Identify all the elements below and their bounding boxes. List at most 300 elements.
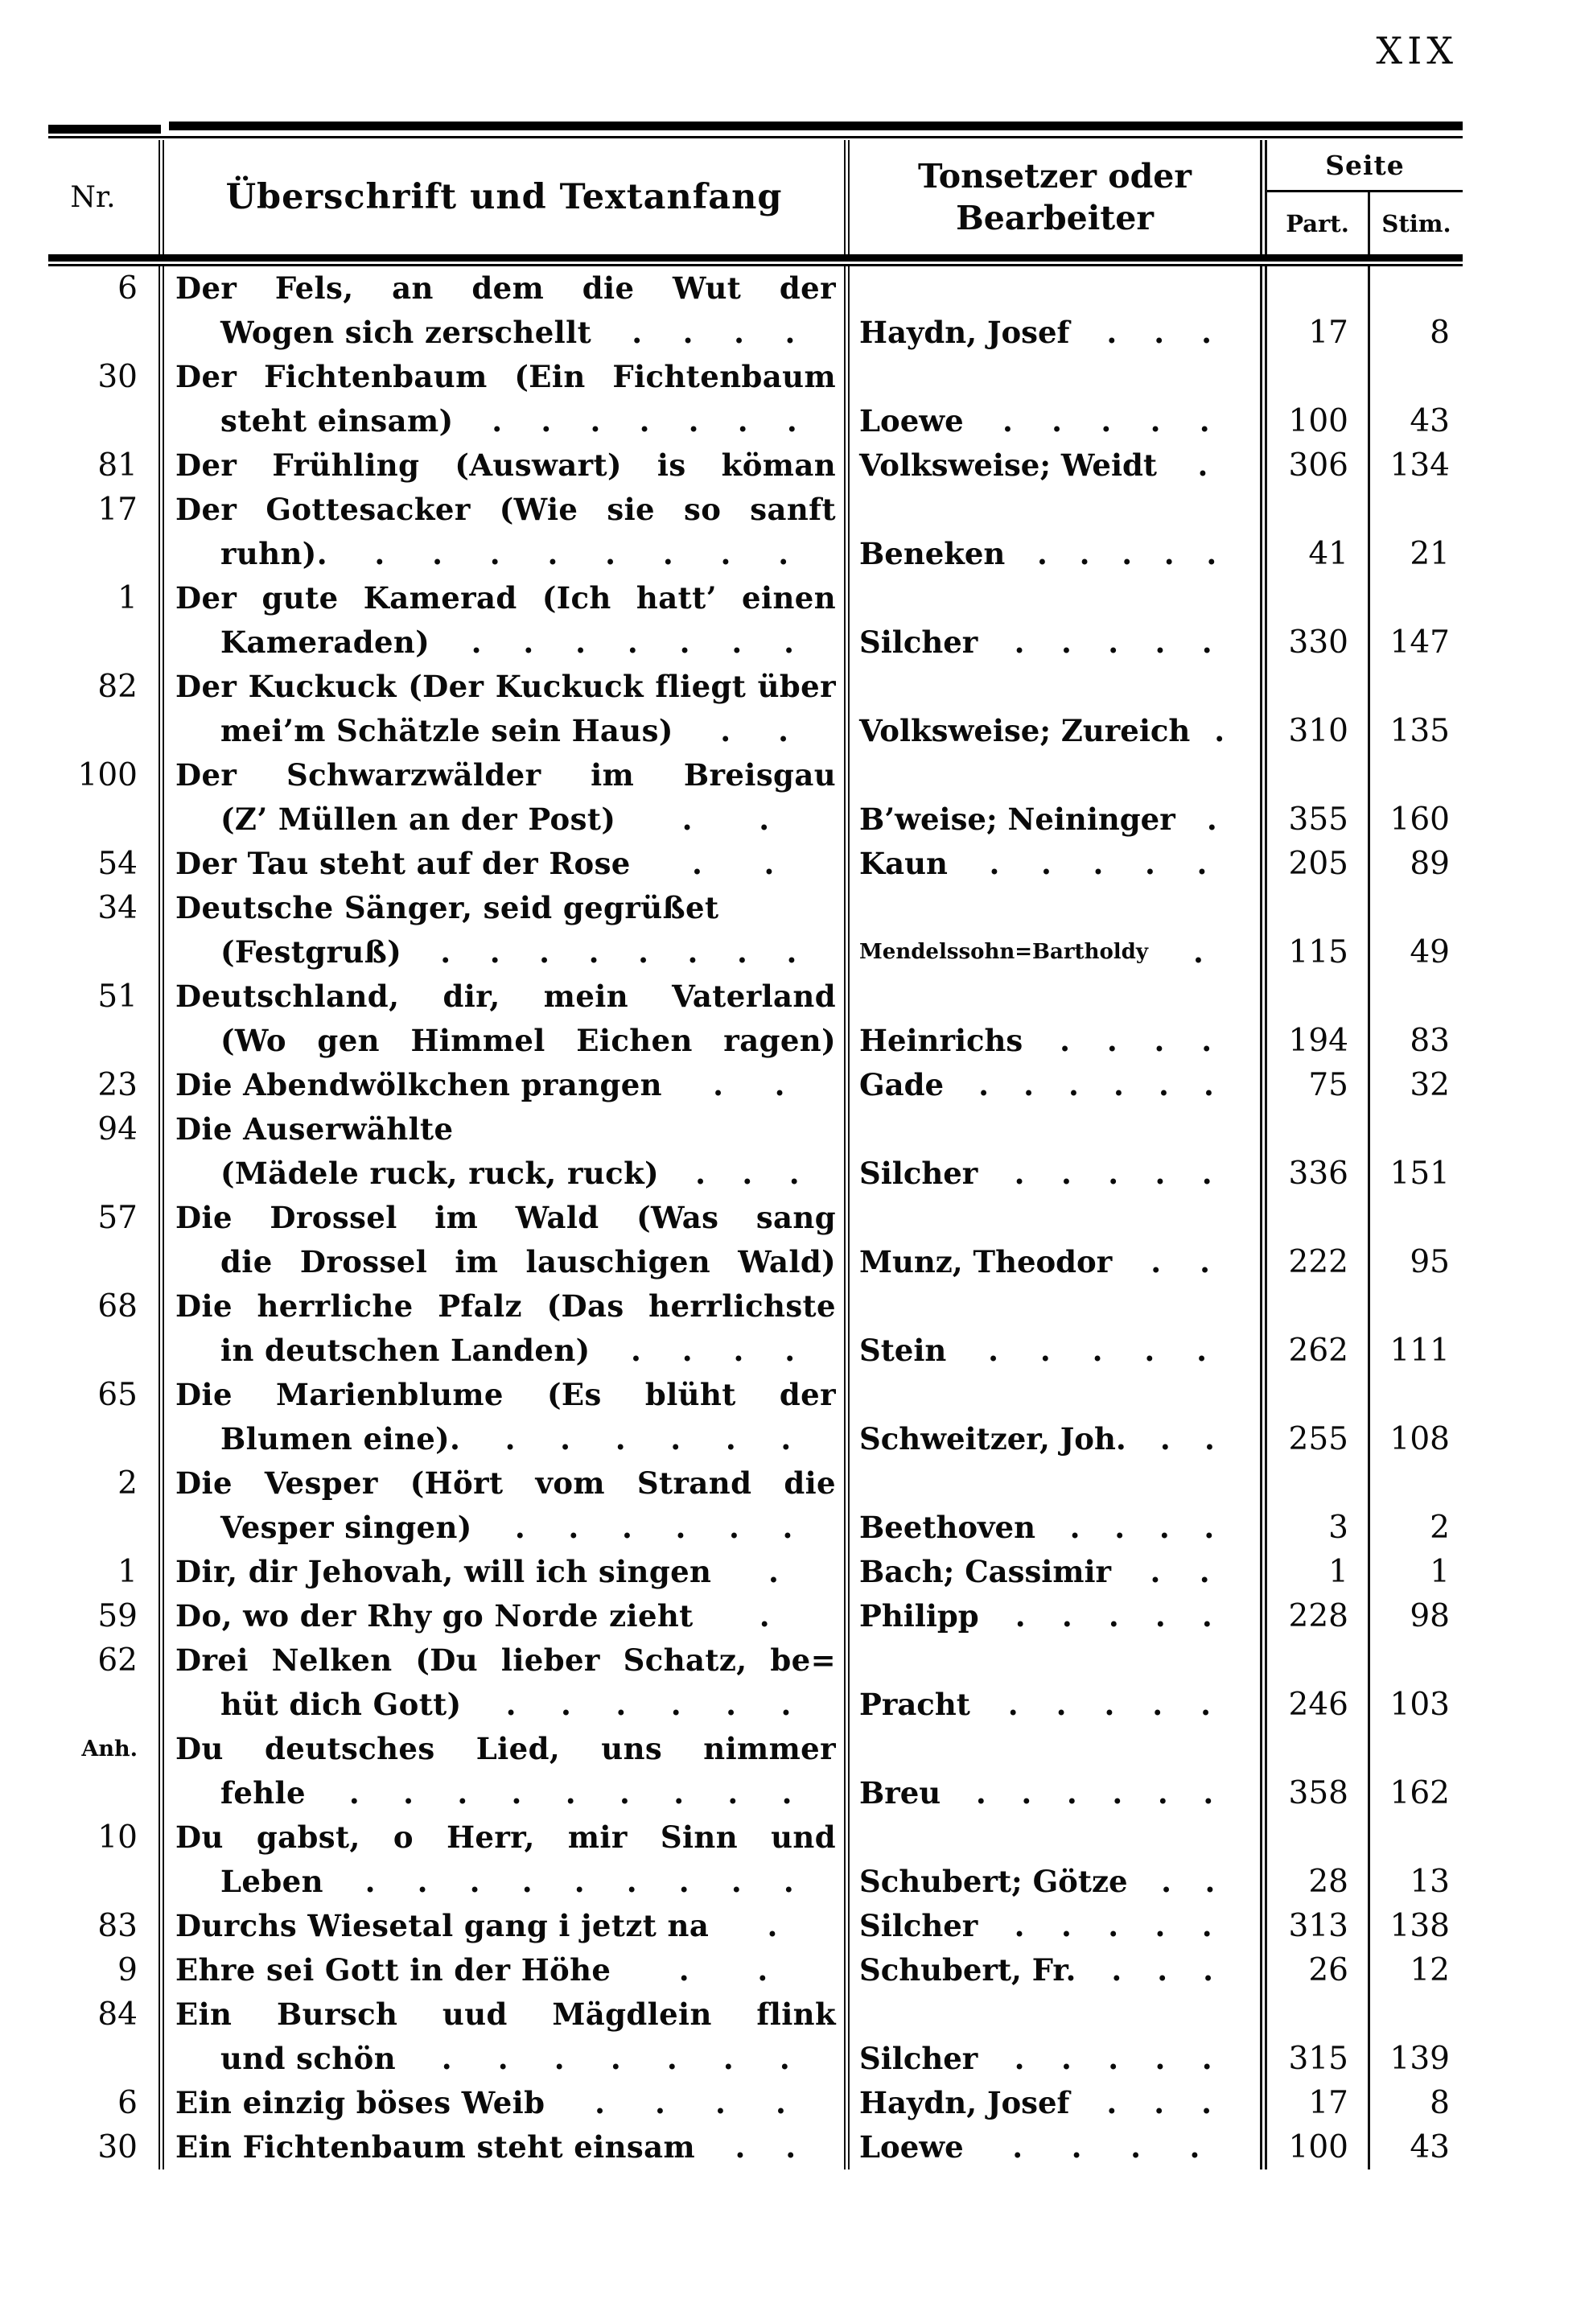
entry-part-page: 205 [1260, 842, 1368, 886]
title-line [175, 930, 836, 975]
table-row [48, 665, 1463, 753]
leader-dots: . . [678, 1952, 768, 1988]
leader-dots: . [768, 1554, 780, 1589]
entry-part-page: 115 [1260, 886, 1368, 975]
title-text: Ein Fichtenbaum steht einsam [175, 2129, 696, 2165]
seite-subheaders [1267, 192, 1463, 254]
table-row [48, 1815, 1463, 1904]
title-line: Der Schwarzwälder im Breisgau [175, 757, 836, 793]
entry-number-label: 84 [97, 1996, 138, 2033]
leader-dots: . . . [1106, 2085, 1212, 2120]
entry-number [48, 1638, 158, 1727]
table-body [48, 266, 1463, 2169]
entry-title [158, 1107, 850, 1196]
leader-dots: . . . . . . . [441, 2041, 791, 2076]
entry-number-label: 57 [97, 1200, 138, 1236]
title-line [175, 1152, 836, 1196]
entry-stim-page: 43 [1368, 355, 1463, 443]
entry-title [158, 1594, 850, 1638]
entry-part-page: 246 [1260, 1638, 1368, 1727]
entry-number [48, 1904, 158, 1948]
table-row [48, 1107, 1463, 1196]
entry-title [158, 886, 850, 975]
entry-number [48, 753, 158, 842]
entry-stim-page: 13 [1368, 1815, 1463, 1904]
leader-dots: . [1197, 447, 1208, 483]
entry-stim-page: 162 [1368, 1727, 1463, 1815]
leader-dots: . . . . . [1007, 1687, 1212, 1722]
entry-composer [850, 443, 1260, 488]
composer-name: Stein [859, 1333, 947, 1368]
leader-dots: . . [1161, 1864, 1216, 1899]
entry-stim-page: 138 [1368, 1904, 1463, 1948]
entry-number-label: 6 [117, 270, 138, 307]
table-row [48, 1638, 1463, 1727]
entry-composer [850, 1727, 1260, 1815]
leader-dots: . . [691, 846, 775, 881]
leader-dots: . . . . [631, 1333, 796, 1368]
leader-dots: . . . . [1060, 1023, 1212, 1058]
title-line [175, 1904, 836, 1948]
title-line: Deutsche Sänger, seid gegrüßet [175, 890, 719, 925]
entry-number [48, 1461, 158, 1550]
title-text: Kameraden) [220, 624, 430, 660]
entry-stim-page: 1 [1368, 1550, 1463, 1594]
leader-dots: . . [1150, 1244, 1210, 1279]
entry-number [48, 1550, 158, 1594]
entry-part-page: 75 [1260, 1063, 1368, 1107]
entry-title [158, 443, 850, 488]
entry-composer [850, 488, 1260, 576]
entry-stim-page: 21 [1368, 488, 1463, 576]
entry-composer [850, 1107, 1260, 1196]
entry-part-page: 315 [1260, 1992, 1368, 2081]
title-text: ruhn). [220, 536, 327, 571]
entry-title [158, 753, 850, 842]
title-line: Ein Bursch uud Mägdlein flink [175, 1996, 836, 2032]
title-line: Der Fels, an dem die Wut der [175, 270, 836, 306]
entry-part-page: 26 [1260, 1948, 1368, 1992]
table-row [48, 1284, 1463, 1373]
entry-stim-page: 83 [1368, 975, 1463, 1063]
entry-part-page: 306 [1260, 443, 1368, 488]
entry-number-label: 30 [97, 2129, 138, 2165]
entry-title [158, 1815, 850, 1904]
entry-composer [850, 886, 1260, 975]
column-header-seite: Seite [1325, 149, 1405, 181]
title-line: Die Vesper (Hört vom Strand die [175, 1465, 836, 1501]
title-text: Durchs Wiesetal gang i jetzt na [175, 1908, 710, 1943]
entry-title [158, 1550, 850, 1594]
title-line [175, 1417, 836, 1461]
title-line: Du deutsches Lied, uns nimmer [175, 1731, 836, 1766]
table-row [48, 975, 1463, 1063]
table-row [48, 576, 1463, 665]
leader-dots: . . . . . . [504, 1421, 792, 1457]
title-line [175, 2037, 836, 2081]
title-line [175, 311, 836, 355]
table-row [48, 488, 1463, 576]
table-row [48, 266, 1463, 355]
entry-title [158, 1284, 850, 1373]
column-header-part: Part. [1286, 209, 1349, 237]
entry-number-label: 6 [117, 2085, 138, 2121]
leader-dots: . . . . . [1015, 1598, 1212, 1634]
entry-number-label: 1 [117, 580, 138, 616]
table-row [48, 1594, 1463, 1638]
table-row [48, 2081, 1463, 2125]
leader-dots: . . [1159, 1421, 1215, 1457]
entry-number [48, 576, 158, 665]
table-row [48, 1550, 1463, 1594]
title-line [175, 797, 836, 842]
entry-title [158, 2081, 850, 2125]
leader-dots: . [1193, 934, 1204, 970]
entry-number [48, 886, 158, 975]
composer-name: Schweitzer, Joh. [859, 1421, 1126, 1457]
entry-number-label: 1 [117, 1554, 138, 1590]
title-line [175, 1506, 836, 1550]
entry-number [48, 975, 158, 1063]
entry-number [48, 1815, 158, 1904]
entry-stim-page: 111 [1368, 1284, 1463, 1373]
leader-dots: . [1214, 713, 1225, 748]
entry-composer [850, 975, 1260, 1063]
entry-composer [850, 2125, 1260, 2169]
entry-number [48, 842, 158, 886]
entry-stim-page: 135 [1368, 665, 1463, 753]
composer-name: Haydn, Josef [859, 315, 1070, 350]
table-row [48, 2125, 1463, 2169]
entry-title [158, 488, 850, 576]
page-number: XIX [1376, 29, 1458, 72]
entry-stim-page: 2 [1368, 1461, 1463, 1550]
entry-number [48, 1948, 158, 1992]
entry-number-label: 9 [117, 1952, 138, 1988]
entry-number [48, 665, 158, 753]
entry-number-label: Anh. [81, 1737, 138, 1762]
title-text: hüt dich Gott) [220, 1687, 462, 1722]
entry-title [158, 1063, 850, 1107]
entry-title [158, 1948, 850, 1992]
composer-name: Gade [859, 1067, 944, 1102]
entry-composer [850, 355, 1260, 443]
column-header-title: Überschrift und Textanfang [158, 140, 850, 254]
entry-stim-page: 95 [1368, 1196, 1463, 1284]
entry-title [158, 975, 850, 1063]
entry-number [48, 488, 158, 576]
composer-name: Silcher [859, 624, 978, 660]
table-row [48, 1727, 1463, 1815]
table-row [48, 443, 1463, 488]
entry-title [158, 266, 850, 355]
leader-dots: . . . . . [1014, 624, 1212, 660]
entry-part-page: 41 [1260, 488, 1368, 576]
table-row [48, 1948, 1463, 1992]
leader-dots: . . . . . [1014, 1908, 1212, 1943]
leader-dots: . . . [1111, 1952, 1213, 1988]
table-header [48, 140, 1463, 254]
leader-dots: . . . . . [1002, 403, 1210, 439]
entry-stim-page: 160 [1368, 753, 1463, 842]
title-line [175, 1860, 836, 1904]
entry-number-label: 83 [97, 1908, 138, 1944]
entry-number-label: 51 [97, 979, 138, 1015]
entry-part-page: 355 [1260, 753, 1368, 842]
entry-part-page: 262 [1260, 1284, 1368, 1373]
entry-title [158, 1992, 850, 2081]
entry-stim-page: 43 [1368, 2125, 1463, 2169]
composer-name: Beneken [859, 536, 1006, 571]
entry-number-label: 2 [117, 1465, 138, 1502]
entry-composer [850, 1638, 1260, 1727]
leader-dots: . . [713, 1067, 785, 1102]
title-line: Der Fichtenbaum (Ein Fichtenbaum [175, 359, 836, 394]
title-text: in deutschen Landen) [220, 1333, 591, 1368]
title-text: (Mädele ruck, ruck, ruck) [220, 1156, 660, 1191]
entry-part-page: 17 [1260, 2081, 1368, 2125]
composer-name: Volksweise; Weidt [859, 447, 1157, 483]
entry-part-page: 17 [1260, 266, 1368, 355]
title-line [175, 709, 836, 753]
title-line: Drei Nelken (Du lieber Schatz, be= [175, 1642, 836, 1678]
leader-dots: . . . . [1012, 2129, 1200, 2165]
leader-dots: . . . . . . . [471, 624, 795, 660]
title-text: steht einsam) [220, 403, 454, 439]
table-row [48, 1904, 1463, 1948]
leader-dots: . . . . . [989, 846, 1208, 881]
leader-dots: . . . . . . [978, 1067, 1214, 1102]
entry-part-page: 310 [1260, 665, 1368, 753]
title-line: Der Kuckuck (Der Kuckuck fliegt über [175, 669, 836, 704]
entry-part-page: 336 [1260, 1107, 1368, 1196]
entry-composer [850, 1461, 1260, 1550]
leader-dots: . . . . . . . . [374, 536, 789, 571]
composer-name: B’weise; Neininger [859, 801, 1175, 837]
rule-segment [48, 264, 1463, 266]
entry-title [158, 1196, 850, 1284]
title-text: Die Abendwölkchen prangen [175, 1067, 662, 1102]
entry-composer [850, 753, 1260, 842]
composer-name: Schubert, Fr. [859, 1952, 1076, 1988]
entry-stim-page: 8 [1368, 266, 1463, 355]
leader-dots: . . [1150, 1554, 1210, 1589]
entry-title [158, 576, 850, 665]
entry-number [48, 1196, 158, 1284]
leader-dots: . . . . . [1014, 2041, 1212, 2076]
title-line: Der gute Kamerad (Ich hatt’ einen [175, 580, 836, 616]
column-header-composer [850, 140, 1260, 254]
leader-dots: . . . . . . [505, 1687, 792, 1722]
rule-segment [48, 136, 1463, 138]
entry-part-page: 228 [1260, 1594, 1368, 1638]
title-line: Deutschland, dir, mein Vaterland [175, 979, 836, 1014]
entry-stim-page: 12 [1368, 1948, 1463, 1992]
title-line [175, 1329, 836, 1373]
rule-segment [48, 254, 1463, 262]
composer-name: Beethoven [859, 1510, 1035, 1545]
composer-name: Pracht [859, 1687, 970, 1722]
column-header-composer-line2: Bearbeiter [956, 199, 1154, 237]
title-line: Der Frühling (Auswart) is köman [175, 447, 836, 483]
entry-stim-page: 49 [1368, 886, 1463, 975]
table-row [48, 1196, 1463, 1284]
leader-dots: . . . [1106, 315, 1212, 350]
title-text: Dir, dir Jehovah, will ich singen [175, 1554, 712, 1589]
leader-dots: . . . . [595, 2085, 787, 2120]
composer-name: Bach; Cassimir [859, 1554, 1112, 1589]
leader-dots: . [1206, 801, 1217, 837]
entry-title [158, 1904, 850, 1948]
entry-number-label: 23 [97, 1067, 138, 1103]
entry-number-label: 65 [97, 1377, 138, 1413]
entry-part-page: 358 [1260, 1727, 1368, 1815]
title-line [175, 842, 836, 886]
composer-name: Loewe [859, 2129, 964, 2165]
entry-composer [850, 2081, 1260, 2125]
table-top-rule [48, 121, 1463, 140]
entry-number-label: 30 [97, 359, 138, 395]
title-line [175, 1550, 836, 1594]
title-text: Blumen eine). [220, 1421, 461, 1457]
composer-name: Loewe [859, 403, 964, 439]
entry-number [48, 1284, 158, 1373]
leader-dots: . . . . . . [975, 1775, 1214, 1811]
leader-dots: . . [735, 2129, 796, 2165]
title-line: Du gabst, o Herr, mir Sinn und [175, 1819, 836, 1855]
composer-name: Haydn, Josef [859, 2085, 1070, 2120]
entry-composer [850, 1815, 1260, 1904]
entry-composer [850, 1992, 1260, 2081]
entry-number-label: 62 [97, 1642, 138, 1679]
entry-composer [850, 576, 1260, 665]
composer-name: Schubert; Götze [859, 1864, 1128, 1899]
entry-composer [850, 1196, 1260, 1284]
title-line [175, 1948, 836, 1992]
leader-dots: . . . . . . . [492, 403, 798, 439]
table-row [48, 886, 1463, 975]
entry-number [48, 355, 158, 443]
title-line: Der Gottesacker (Wie sie so sanft [175, 492, 836, 527]
entry-number [48, 266, 158, 355]
title-line [175, 1594, 836, 1638]
entry-stim-page: 108 [1368, 1373, 1463, 1461]
title-line: die Drossel im lauschigen Wald) [220, 1244, 836, 1279]
rule-segment [169, 122, 1463, 130]
leader-dots: . [759, 1598, 770, 1634]
title-line: Die herrliche Pfalz (Das herrlichste [175, 1288, 836, 1324]
leader-dots: . . . . . . [514, 1510, 793, 1545]
entry-number-label: 34 [97, 890, 138, 926]
entry-part-page: 100 [1260, 355, 1368, 443]
leader-dots: . . . . [1069, 1510, 1215, 1545]
title-text: Ein einzig böses Weib [175, 2085, 545, 2120]
entry-part-page: 313 [1260, 1904, 1368, 1948]
title-line [175, 2125, 836, 2169]
entry-stim-page: 89 [1368, 842, 1463, 886]
composer-name: Silcher [859, 2041, 978, 2076]
title-text: Ehre sei Gott in der Höhe [175, 1952, 611, 1988]
composer-name: Mendelssohn=Bartholdy [859, 940, 1148, 964]
entry-part-page: 255 [1260, 1373, 1368, 1461]
leader-dots: . [767, 1908, 778, 1943]
title-text: (Z’ Müllen an der Post) [220, 801, 616, 837]
table-row [48, 842, 1463, 886]
entry-stim-page: 8 [1368, 2081, 1463, 2125]
title-line [175, 1683, 836, 1727]
index-table [48, 121, 1463, 2169]
composer-name: Silcher [859, 1908, 978, 1943]
leader-dots: . . [681, 801, 770, 837]
entry-stim-page: 103 [1368, 1638, 1463, 1727]
rule-segment [48, 125, 161, 134]
entry-number [48, 1373, 158, 1461]
entry-stim-page: 98 [1368, 1594, 1463, 1638]
entry-part-page: 222 [1260, 1196, 1368, 1284]
entry-stim-page: 32 [1368, 1063, 1463, 1107]
title-line [175, 620, 836, 665]
entry-composer [850, 1948, 1260, 1992]
column-header-nr: Nr. [70, 180, 116, 214]
entry-number [48, 1594, 158, 1638]
entry-part-page: 100 [1260, 2125, 1368, 2169]
title-text: Leben [220, 1864, 323, 1899]
entry-composer [850, 842, 1260, 886]
leader-dots: . . . . . [1014, 1156, 1212, 1191]
header-bottom-rule [48, 254, 1463, 266]
leader-dots: . . . . . . . . [440, 934, 797, 970]
title-line [175, 1063, 836, 1107]
leader-dots: . . . [695, 1156, 800, 1191]
entry-stim-page: 147 [1368, 576, 1463, 665]
entry-number-label: 82 [97, 669, 138, 705]
entry-composer [850, 1284, 1260, 1373]
composer-name: Munz, Theodor [859, 1244, 1113, 1279]
entry-composer [850, 1550, 1260, 1594]
title-line [175, 2081, 836, 2125]
title-line [175, 532, 836, 576]
leader-dots: . . . . . [988, 1333, 1208, 1368]
leader-dots: . . [720, 713, 789, 748]
title-text: und schön [220, 2041, 396, 2076]
title-line: (Wo gen Himmel Eichen ragen) [220, 1023, 836, 1058]
entry-title [158, 665, 850, 753]
entry-number [48, 1727, 158, 1815]
entry-number [48, 443, 158, 488]
composer-name: Kaun [859, 846, 948, 881]
entry-number-label: 54 [97, 846, 138, 882]
entry-number-label: 68 [97, 1288, 138, 1325]
table-row [48, 1461, 1463, 1550]
entry-part-page: 3 [1260, 1461, 1368, 1550]
title-line: Die Marienblume (Es blüht der [175, 1377, 836, 1412]
title-line [175, 1771, 836, 1815]
entry-number [48, 2125, 158, 2169]
title-text: mei’m Schätzle sein Haus) [220, 713, 673, 748]
leader-dots: . . . . . . . . . [364, 1864, 795, 1899]
table-row [48, 753, 1463, 842]
leader-dots: . . . . . . . . . [348, 1775, 792, 1811]
title-text: Do, wo der Rhy go Norde zieht [175, 1598, 694, 1634]
entry-number-label: 59 [97, 1598, 138, 1634]
entry-title [158, 355, 850, 443]
entry-title [158, 1727, 850, 1815]
entry-number-label: 17 [97, 492, 138, 528]
title-text: Wogen sich zerschellt [220, 315, 592, 350]
leader-dots: . . . . . [1037, 536, 1217, 571]
entry-composer [850, 1594, 1260, 1638]
title-text: Vesper singen) [220, 1510, 472, 1545]
